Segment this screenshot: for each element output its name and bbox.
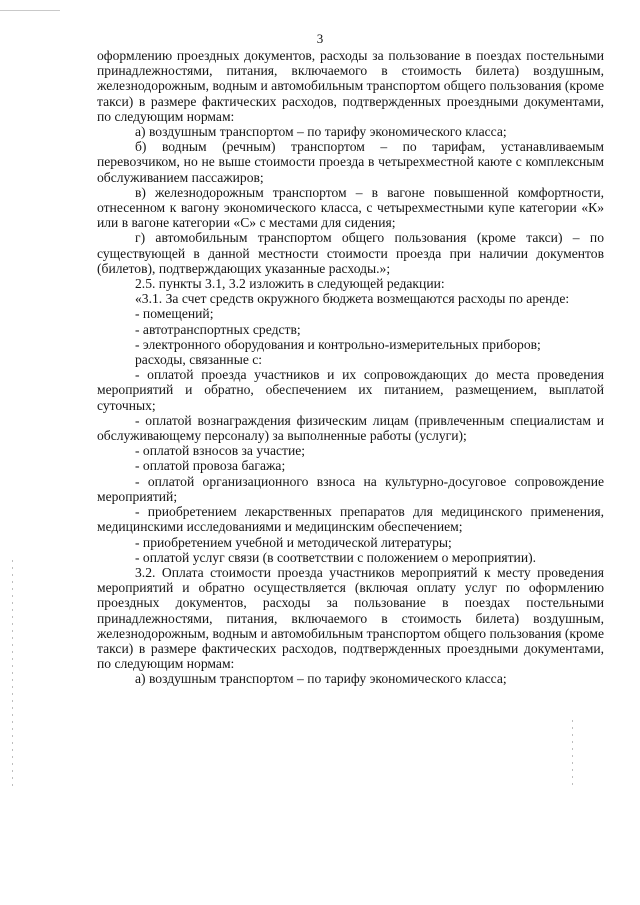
list-item-baggage: - оплатой провоза багажа;: [135, 458, 286, 474]
list-item-literature: - приобретением учебной и методической литературы;: [135, 534, 452, 550]
list-item-cultural-fee: - оплатой организационного взноса на культурно-досуговое сопровождение мероприятий;: [97, 473, 604, 504]
list-item-vehicles: - автотранспортных средств;: [135, 321, 301, 337]
page-number: 3: [316, 31, 324, 46]
scan-margin-dots: [12, 560, 13, 790]
clause-3-1: «3.1. За счет средств окружного бюджета возмещаются расходы по аренде:: [135, 291, 570, 307]
item-water-transport: б) водным (речным) транспортом – по тарифам, устанавливаемым перевозчиком, но не выше стоимости проезда в четырехместной каюте с комплексным обслуживанием пассажиров;: [97, 139, 604, 185]
item-air-transport: а) воздушным транспортом – по тарифу экономического класса;: [135, 124, 507, 140]
list-item-remuneration: - оплатой вознаграждения физическим лицам (привлеченным специалистам и обслуживающему персоналу) за выполненные работы (услуги);: [97, 412, 604, 444]
list-item-communication: - оплатой услуг связи (в соответствии с положением о мероприятии).: [135, 549, 537, 565]
list-item-fees: - оплатой взносов за участие;: [135, 443, 306, 459]
scan-margin-dots-right: [572, 720, 573, 790]
document-body: [97, 48, 604, 687]
list-item-premises: - помещений;: [135, 306, 214, 322]
paragraph-continuation: оформлению проездных документов, расходы за пользование в поездах постельными принадлежностями, питания, включаемого в стоимость билета) воздушным, железнодорожным, водным и автомобильным транспортом общего пользования (кроме такси) в размере фактических расходов, подтвержденных проездными документами, по следующим нормам:: [97, 48, 604, 124]
item-road-transport: г) автомобильным транспортом общего пользования (кроме такси) – по существующей в данной местности стоимости проезда при наличии документов (билетов), подтверждающих указанные расходы.»;: [97, 230, 604, 276]
item-rail-transport: в) железнодорожным транспортом – в вагоне повышенной комфортности, отнесенном к вагону экономического класса, с четырехместными купе категории «К» или в вагоне категории «С» с местами для сидения;: [97, 184, 604, 231]
list-item-travel-payment: - оплатой проезда участников и их сопровождающих до места проведения мероприятий и обратно, обеспечением их питанием, размещением, выплатой суточных;: [97, 367, 604, 413]
item-air-transport-2: а) воздушным транспортом – по тарифу экономического класса;: [135, 671, 507, 687]
list-item-medical: - приобретением лекарственных препаратов для медицинского применения, медицинскими исследованиями и медицинским обеспечением;: [97, 504, 604, 535]
clause-2-5: 2.5. пункты 3.1, 3.2 изложить в следующей редакции:: [135, 276, 445, 292]
list-item-equipment: - электронного оборудования и контрольно-измерительных приборов;: [135, 336, 541, 352]
scan-corner-mark: [0, 0, 60, 11]
expenses-intro: расходы, связанные с:: [135, 352, 263, 368]
clause-3-2: 3.2. Оплата стоимости проезда участников мероприятий к месту проведения мероприятий и обратно осуществляется (включая оплату услуг по оформлению проездных документов, расходы за пользование в поездах постельными принадлежностями, питания, включаемого в стоимость билета) воздушным, железнодорожным, водным и автомобильным транспортом общего пользования (кроме такси) в размере фактических расходов, подтвержденных проездными документами, по следующим нормам:: [97, 564, 604, 672]
